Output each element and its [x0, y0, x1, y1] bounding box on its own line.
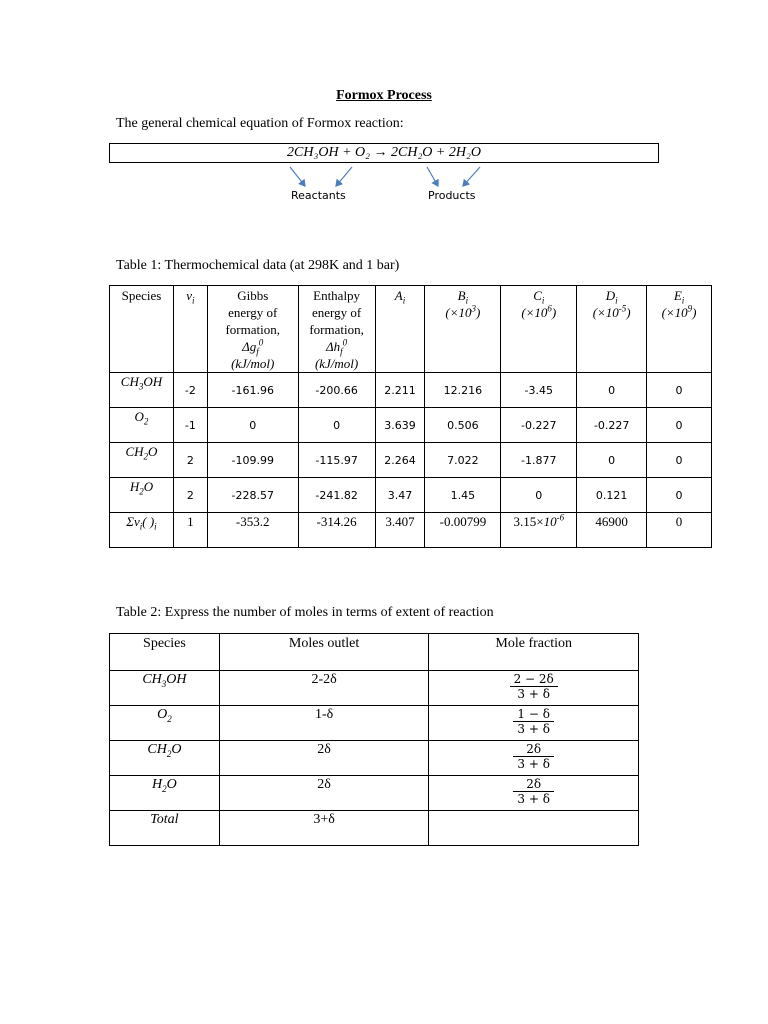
- fraction-cell: $\frac{2\delta}{3 + \delta}$: [429, 741, 639, 776]
- species-cell: $H_2O$: [110, 776, 220, 811]
- arrow-reactant-right: [336, 167, 352, 186]
- a-cell: 3.639: [375, 408, 425, 443]
- species-cell: $CH_3OH$: [110, 671, 220, 706]
- sum-gibbs-cell: -353.2: [207, 513, 298, 548]
- header-C: $C_i$ $(\times 10^6)$: [501, 286, 577, 373]
- header-nu: $\nu_i$: [173, 286, 207, 373]
- e-cell: 0: [647, 373, 712, 408]
- moles-cell: 2δ: [219, 741, 429, 776]
- a-cell: 2.264: [375, 443, 425, 478]
- e-cell: 0: [647, 478, 712, 513]
- nu-cell: -2: [173, 373, 207, 408]
- enthalpy-cell: 0: [298, 408, 375, 443]
- arrow-product-right: [463, 167, 480, 186]
- reactants-label: Reactants: [291, 189, 346, 202]
- moles-cell: 2δ: [219, 776, 429, 811]
- enthalpy-cell: -115.97: [298, 443, 375, 478]
- enthalpy-cell: -200.66: [298, 373, 375, 408]
- arrow-product-left: [427, 167, 438, 186]
- gibbs-cell: 0: [207, 408, 298, 443]
- total-moles-cell: 3+δ: [219, 811, 429, 846]
- species-cell: $O_2$: [110, 706, 220, 741]
- nu-cell: 2: [173, 443, 207, 478]
- c-cell: 0: [501, 478, 577, 513]
- sum-e-cell: 0: [647, 513, 712, 548]
- enthalpy-cell: -241.82: [298, 478, 375, 513]
- sum-enthalpy-cell: -314.26: [298, 513, 375, 548]
- sum-b-cell: -0.00799: [425, 513, 501, 548]
- b-cell: 0.506: [425, 408, 501, 443]
- header-moles-outlet: Moles outlet: [219, 634, 429, 671]
- table-row: [110, 408, 712, 443]
- fraction-cell: $\frac{2\delta}{3 + \delta}$: [429, 776, 639, 811]
- thermochemical-table: [109, 285, 712, 548]
- nu-cell: 2: [173, 478, 207, 513]
- header-enthalpy: Enthalpy energy of formation, $\Delta h_f^0$ (kJ/mol): [298, 286, 375, 373]
- header-B: $B_i$ $(\times 10^3)$: [425, 286, 501, 373]
- b-cell: 7.022: [425, 443, 501, 478]
- species-cell: $CH_3OH$: [110, 373, 174, 408]
- a-cell: 3.47: [375, 478, 425, 513]
- table-row: [110, 478, 712, 513]
- table2-caption: Table 2: Express the number of moles in terms of extent of reaction: [116, 605, 494, 620]
- table-row: [110, 741, 639, 776]
- intro-text: The general chemical equation of Formox reaction:: [116, 116, 404, 131]
- b-cell: 1.45: [425, 478, 501, 513]
- e-cell: 0: [647, 443, 712, 478]
- table-row: [110, 373, 712, 408]
- total-label-cell: Total: [110, 811, 220, 846]
- table-row: [110, 706, 639, 741]
- species-cell: $CH_2O$: [110, 443, 174, 478]
- sum-label-cell: $\Sigma\nu_i$( )$_i$: [110, 513, 174, 548]
- header-A: $A_i$: [375, 286, 425, 373]
- sum-a-cell: 3.407: [375, 513, 425, 548]
- page-title: Formox Process: [336, 88, 432, 103]
- header-E: $E_i$ $(\times 10^9)$: [647, 286, 712, 373]
- b-cell: 12.216: [425, 373, 501, 408]
- a-cell: 2.211: [375, 373, 425, 408]
- d-cell: 0.121: [577, 478, 647, 513]
- header-species: Species: [110, 634, 220, 671]
- table-row: [110, 443, 712, 478]
- header-gibbs: Gibbs energy of formation, $\Delta g_f^0$ (kJ/mol): [207, 286, 298, 373]
- c-cell: -1.877: [501, 443, 577, 478]
- gibbs-cell: -228.57: [207, 478, 298, 513]
- header-species: Species: [110, 286, 174, 373]
- table-row: [110, 671, 639, 706]
- d-cell: 0: [577, 373, 647, 408]
- species-cell: $H_2O$: [110, 478, 174, 513]
- table-total-row: [110, 811, 639, 846]
- gibbs-cell: -109.99: [207, 443, 298, 478]
- header-D: $D_i$ $(\times 10^{-5})$: [577, 286, 647, 373]
- products-label: Products: [428, 189, 476, 202]
- species-cell: $CH_2O$: [110, 741, 220, 776]
- table-sum-row: [110, 513, 712, 548]
- species-cell: $O_2$: [110, 408, 174, 443]
- table1-caption: Table 1: Thermochemical data (at 298K and 1 bar): [116, 258, 400, 273]
- table2-header-row: [110, 634, 639, 671]
- total-fraction-cell: [429, 811, 639, 846]
- nu-cell: -1: [173, 408, 207, 443]
- fraction-cell: $\frac{2 - 2\delta}{3 + \delta}$: [429, 671, 639, 706]
- gibbs-cell: -161.96: [207, 373, 298, 408]
- fraction-cell: $\frac{1 - \delta}{3 + \delta}$: [429, 706, 639, 741]
- sum-nu-cell: 1: [173, 513, 207, 548]
- d-cell: -0.227: [577, 408, 647, 443]
- d-cell: 0: [577, 443, 647, 478]
- sum-d-cell: 46900: [577, 513, 647, 548]
- header-mole-fraction: Mole fraction: [429, 634, 639, 671]
- e-cell: 0: [647, 408, 712, 443]
- table1-header-row: [110, 286, 712, 373]
- arrow-reactant-left: [290, 167, 305, 186]
- table-row: [110, 776, 639, 811]
- c-cell: -0.227: [501, 408, 577, 443]
- sum-c-cell: $3.15\times 10^{-6}$: [501, 513, 577, 548]
- reaction-equation: 2CH₃OH + O₂ → 2CH₂O + 2H₂O: [109, 143, 659, 163]
- c-cell: -3.45: [501, 373, 577, 408]
- moles-cell: 2-2δ: [219, 671, 429, 706]
- moles-cell: 1-δ: [219, 706, 429, 741]
- moles-table: [109, 633, 639, 846]
